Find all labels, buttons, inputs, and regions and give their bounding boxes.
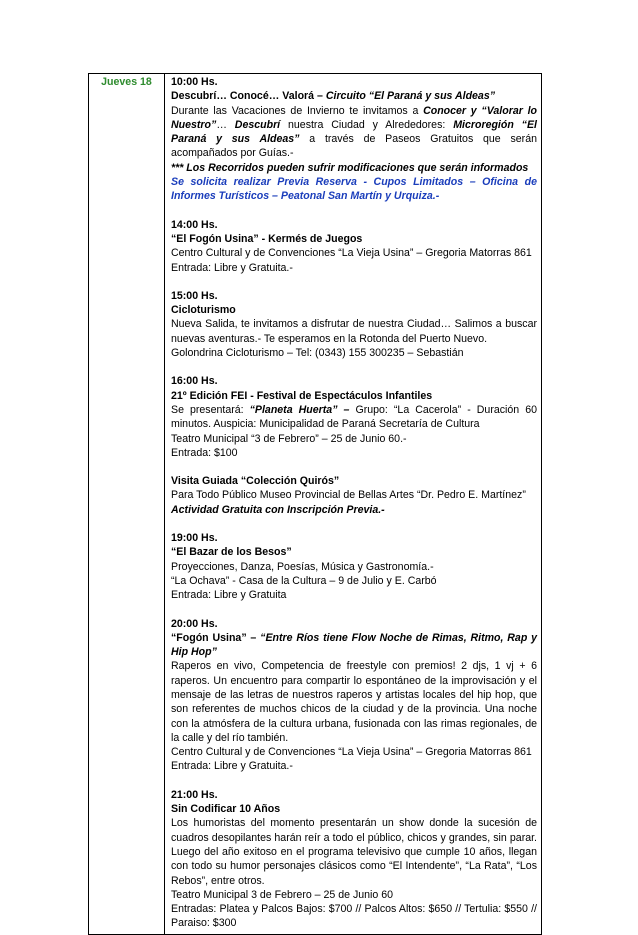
event-time: 15:00 Hs. [171,289,218,302]
event-title: Cicloturismo [171,304,236,317]
event-entry: Entrada: Libre y Gratuita [171,589,287,602]
desc-emphasis: Nuestro” [171,118,217,131]
event-description: Proyecciones, Danza, Poesías, Música y Gastronomía.- [171,560,434,573]
event-entry: Entrada: $100 [171,446,238,459]
title-part: Descubrí… Conocé… Valorá – [171,90,326,103]
event-cicloturismo [171,289,537,360]
desc-text: Nueva Salida, te invitamos a disfrutar de nuestra Ciudad… Salimos a buscar [171,318,537,331]
desc-text: … [216,118,235,131]
event-sin-codificar [171,788,537,931]
desc-text: a través de Paseos Gratuitos que serán acompañados [171,133,537,160]
price-text: Paraiso: $300 [171,917,237,930]
title-part: Hip Hop” [171,646,217,659]
schedule-row [89,74,542,935]
desc-emphasis: Descubrí [234,118,281,131]
event-title [171,89,537,103]
event-entry: Entrada: Libre y Gratuita.- [171,261,293,274]
event-note: *** Los Recorridos pueden sufrir modificaciones que serán informados [171,161,529,174]
event-venue: Centro Cultural y de Convenciones “La Vieja Usina” – Gregoria Matorras 861 [171,247,532,260]
desc-text: con todo su humor personajes clásicos como “El Intendente”, “La Rata”, “Los [171,860,537,873]
event-title [171,631,537,660]
desc-text: Rebos”, entre otros. [171,874,265,887]
event-title: 21º Edición FEI - Festival de Espectáculos Infantiles [171,389,433,402]
event-venue: “La Ochava” - Casa de la Cultura – 9 de Julio y E. Carbó [171,574,437,587]
desc-text: Grupo: “La Cacerola” - Duración 60 [349,403,537,416]
schedule-table [88,73,542,935]
desc-emphasis: Conocer y “Valorar lo [423,104,537,117]
event-time: 21:00 Hs. [171,788,218,801]
day-cell [89,74,165,935]
event-description [171,403,537,432]
event-contact: Golondrina Cicloturismo – Tel: (0343) 155 300235 – Sebastián [171,347,464,360]
event-venue: Teatro Municipal 3 de Febrero – 25 de Junio 60 [171,888,394,901]
event-time: 19:00 Hs. [171,532,218,545]
event-time: 20:00 Hs. [171,617,218,630]
day-label: Jueves 18 [101,76,152,88]
event-venue: Teatro Municipal “3 de Febrero” – 25 de Junio 60.- [171,432,407,445]
desc-text: Los humoristas del momento presentarán un show donde la sucesión de [171,817,537,830]
desc-emphasis: Microregión “El [453,118,537,131]
event-time: 14:00 Hs. [171,218,218,231]
event-fogon-rimas [171,617,537,774]
desc-text: son referentes de muchos chicos de la ciudad y de la provincia. Una noche [171,703,537,716]
desc-text: nuevas aventuras.- Te esperamos en la Rotonda del Puerto Nuevo. [171,332,488,345]
desc-text: por Guías.- [240,147,294,160]
event-visita-guiada [171,474,537,517]
desc-text: cuadros desopilantes harán reír a todo el público, chicos y grandes, sin parar. [171,831,537,844]
reservation-line: Se solicita realizar Previa Reserva - Cupos Limitados – Oficina de [171,176,537,189]
desc-text: Luego del año exitoso en el programa televisivo que cumple 10 años, llegan [171,845,537,858]
desc-text: con la atmósfera de la cultura urbana, fusionada con las rimas regionales, de [171,717,537,730]
event-time: 10:00 Hs. [171,76,218,88]
event-venue: Para Todo Público Museo Provincial de Bellas Artes “Dr. Pedro E. Martínez” [171,489,526,502]
desc-text: la calle y del río también. [171,731,289,744]
event-venue: Centro Cultural y de Convenciones “La Vieja Usina” – Gregoria Matorras 861 [171,746,532,759]
event-description [171,104,537,161]
title-part: “Entre Ríos tiene Flow Noche de Rimas, Ritmo, Rap y [260,631,537,644]
event-time: 16:00 Hs. [171,375,218,388]
title-part: Circuito “El Paraná y sus Aldeas” [325,90,496,103]
desc-emphasis: “Planeta Huerta” – [249,403,350,416]
desc-text: raperos. Un encuentro para compartir lo espontáneo de la improvisación y el [171,674,537,687]
title-part: “Fogón Usina” – [171,631,261,644]
event-title: Visita Guiada “Colección Quirós” [171,475,340,488]
desc-text: Raperos en vivo, Competencia de freestyle con premios! 2 djs, 1 vj + 6 [171,660,537,673]
event-fogon-kermes [171,218,537,275]
event-entry: Actividad Gratuita con Inscripción Previa.- [171,503,385,516]
desc-text: nuestra Ciudad y Alrededores: [280,118,454,131]
desc-text: minutos. Auspicia: Municipalidad de Paraná Secretaría de Cultura [171,418,480,431]
reservation-note [171,175,537,204]
event-title: “El Bazar de los Besos” [171,546,292,559]
reservation-line: Informes Turísticos – Peatonal San Martín y Urquiza.- [171,190,440,203]
event-circuito [171,75,537,204]
event-description [171,659,537,745]
event-fei [171,374,537,460]
desc-text: Durante las Vacaciones de Invierno te invitamos a [171,104,424,117]
event-description [171,816,537,887]
event-bazar [171,531,537,602]
event-title: “El Fogón Usina” - Kermés de Juegos [171,232,363,245]
desc-text: mensaje de las letras de nuestros raperos y artistas locales del hip hop, que [171,688,537,701]
events-cell [165,74,542,935]
event-prices [171,902,537,931]
desc-text: Se presentará: [171,403,250,416]
event-title: Sin Codificar 10 Años [171,803,281,816]
event-entry: Entrada: Libre y Gratuita.- [171,760,293,773]
event-description [171,317,537,346]
price-text: Entradas: Platea y Palcos Bajos: $700 // Palcos Altos: $650 // Tertulia: $550 // [171,903,537,916]
desc-emphasis: Paraná y sus Aldeas” [171,133,300,146]
